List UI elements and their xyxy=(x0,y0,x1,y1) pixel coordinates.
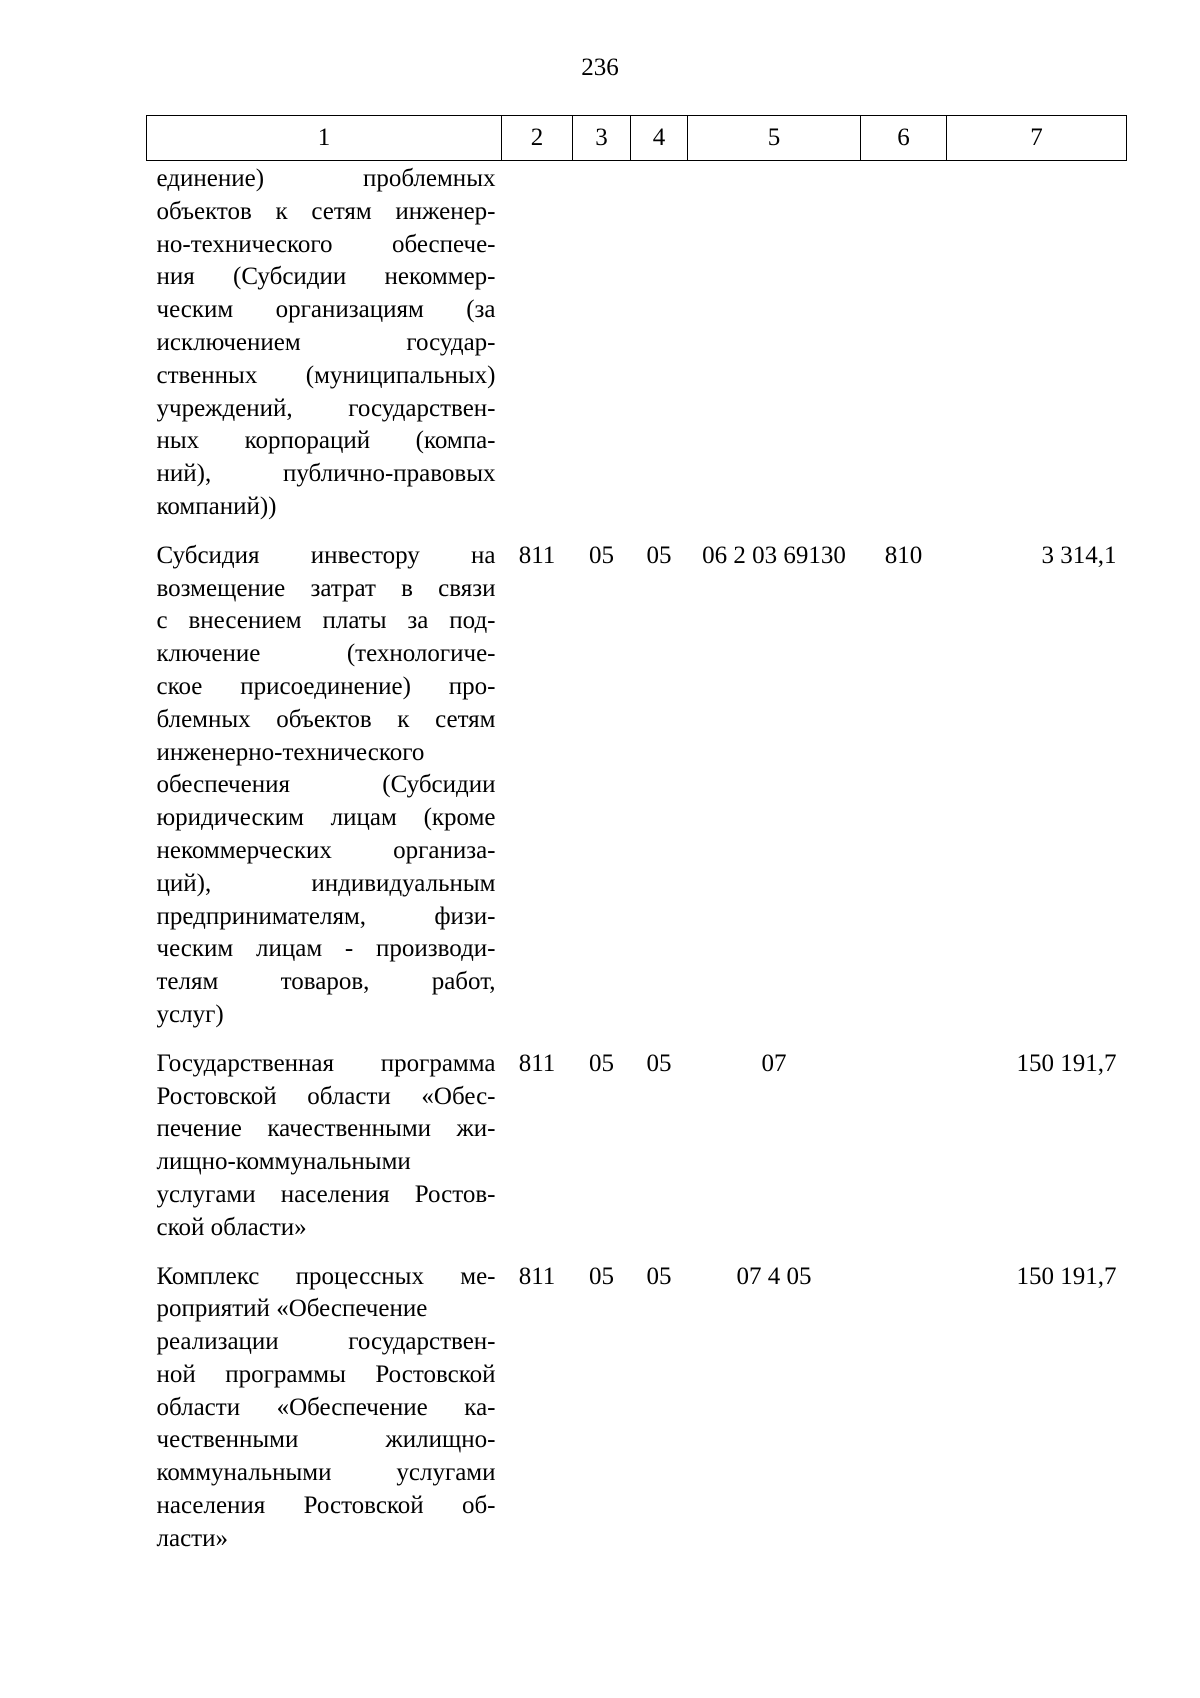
ministry-code: 811 xyxy=(518,1262,556,1290)
description-line: телям товаров, работ, xyxy=(156,968,496,996)
header-col-4: 4 xyxy=(631,116,688,161)
table-row xyxy=(147,540,1127,1048)
description-line: населения Ростовской об- xyxy=(156,1492,496,1520)
expense-type-code: 810 xyxy=(884,541,923,569)
description-line: ций), индивидуальным xyxy=(156,869,496,897)
header-col-6: 6 xyxy=(861,116,947,161)
amount: 3 314,1 xyxy=(1041,541,1117,569)
description-line: Субсидия инвестору на xyxy=(156,541,496,569)
description-line: ключение (технологиче- xyxy=(156,640,496,668)
table-row xyxy=(147,161,1127,540)
header-col-1: 1 xyxy=(147,116,502,161)
description-line: объектов к сетям инженер- xyxy=(156,197,496,225)
expense-type-code xyxy=(861,161,947,540)
section-code: 05 xyxy=(589,1262,614,1290)
subsection-code: 05 xyxy=(646,1049,672,1077)
header-row xyxy=(147,116,1127,161)
description-line: чественными жилищно- xyxy=(156,1426,496,1454)
amount: 150 191,7 xyxy=(1016,1049,1117,1077)
description-line: исключением государ- xyxy=(156,328,496,356)
description-line: ческим лицам - производи- xyxy=(156,935,496,963)
row-description xyxy=(147,161,502,540)
description-line: предпринимателям, физи- xyxy=(156,902,496,930)
description-line: обеспечения (Субсидии xyxy=(156,771,496,799)
section-code: 05 xyxy=(589,541,614,569)
description-line: инженерно-технического xyxy=(156,738,425,766)
description-line: с внесением платы за под- xyxy=(156,607,496,635)
description-line: компаний)) xyxy=(156,492,277,520)
amount xyxy=(947,161,1127,540)
target-article-code: 06 2 03 69130 xyxy=(702,541,846,569)
target-article-code: 07 xyxy=(761,1049,787,1077)
description-line: печение качественными жи- xyxy=(156,1115,496,1143)
description-line: ния (Субсидии некоммер- xyxy=(156,263,496,291)
target-article-code xyxy=(688,161,861,540)
amount: 150 191,7 xyxy=(1016,1262,1117,1290)
header-col-5: 5 xyxy=(688,116,861,161)
header-col-7: 7 xyxy=(947,116,1127,161)
description-line: коммунальными услугами xyxy=(156,1459,496,1487)
row-description xyxy=(147,540,502,1048)
page-number: 236 xyxy=(581,54,619,81)
description-line: услуг) xyxy=(156,1000,224,1028)
description-line: услугами населения Ростов- xyxy=(156,1180,496,1208)
description-line: некоммерческих организа- xyxy=(156,836,496,864)
budget-table xyxy=(146,115,1127,1572)
table-row xyxy=(147,1048,1127,1261)
description-line: роприятий «Обеспечение xyxy=(156,1295,428,1323)
subsection-code: 05 xyxy=(646,541,672,569)
description-line: реализации государствен- xyxy=(156,1328,496,1356)
description-line: ласти» xyxy=(156,1524,228,1552)
description-line: единение) проблемных xyxy=(156,165,496,192)
description-line: лищно-коммунальными xyxy=(156,1148,411,1176)
description-line: Комплекс процессных ме- xyxy=(156,1262,496,1290)
row-description xyxy=(147,1261,502,1572)
subsection-code: 05 xyxy=(646,1262,672,1290)
description-line: ных корпораций (компа- xyxy=(156,427,496,455)
description-line: Ростовской области «Обес- xyxy=(156,1082,496,1110)
table-row xyxy=(147,1261,1127,1572)
description-line: ственных (муниципальных) xyxy=(156,361,496,389)
subsection-code xyxy=(631,161,688,540)
ministry-code: 811 xyxy=(518,1049,556,1077)
row-description xyxy=(147,1048,502,1261)
target-article-code: 07 4 05 xyxy=(736,1262,812,1290)
header-col-2: 2 xyxy=(502,116,573,161)
section-code: 05 xyxy=(589,1049,614,1077)
description-line: блемных объектов к сетям xyxy=(156,705,496,733)
description-line: но-технического обеспече- xyxy=(156,230,496,258)
header-col-3: 3 xyxy=(573,116,631,161)
ministry-code: 811 xyxy=(518,541,556,569)
ministry-code xyxy=(502,161,573,540)
description-line: ское присоединение) про- xyxy=(156,672,496,700)
description-line: ческим организациям (за xyxy=(156,296,496,324)
description-line: возмещение затрат в связи xyxy=(156,574,496,602)
description-line: Государственная программа xyxy=(156,1049,496,1077)
description-line: области «Обеспечение ка- xyxy=(156,1393,496,1421)
description-line: юридическим лицам (кроме xyxy=(156,804,496,832)
section-code xyxy=(573,161,631,540)
description-line: ской области» xyxy=(156,1213,307,1241)
expense-type-code xyxy=(861,1048,947,1261)
expense-type-code xyxy=(861,1261,947,1572)
description-line: ной программы Ростовской xyxy=(156,1360,496,1388)
description-line: учреждений, государствен- xyxy=(156,394,496,422)
description-line: ний), публично-правовых xyxy=(156,460,496,488)
